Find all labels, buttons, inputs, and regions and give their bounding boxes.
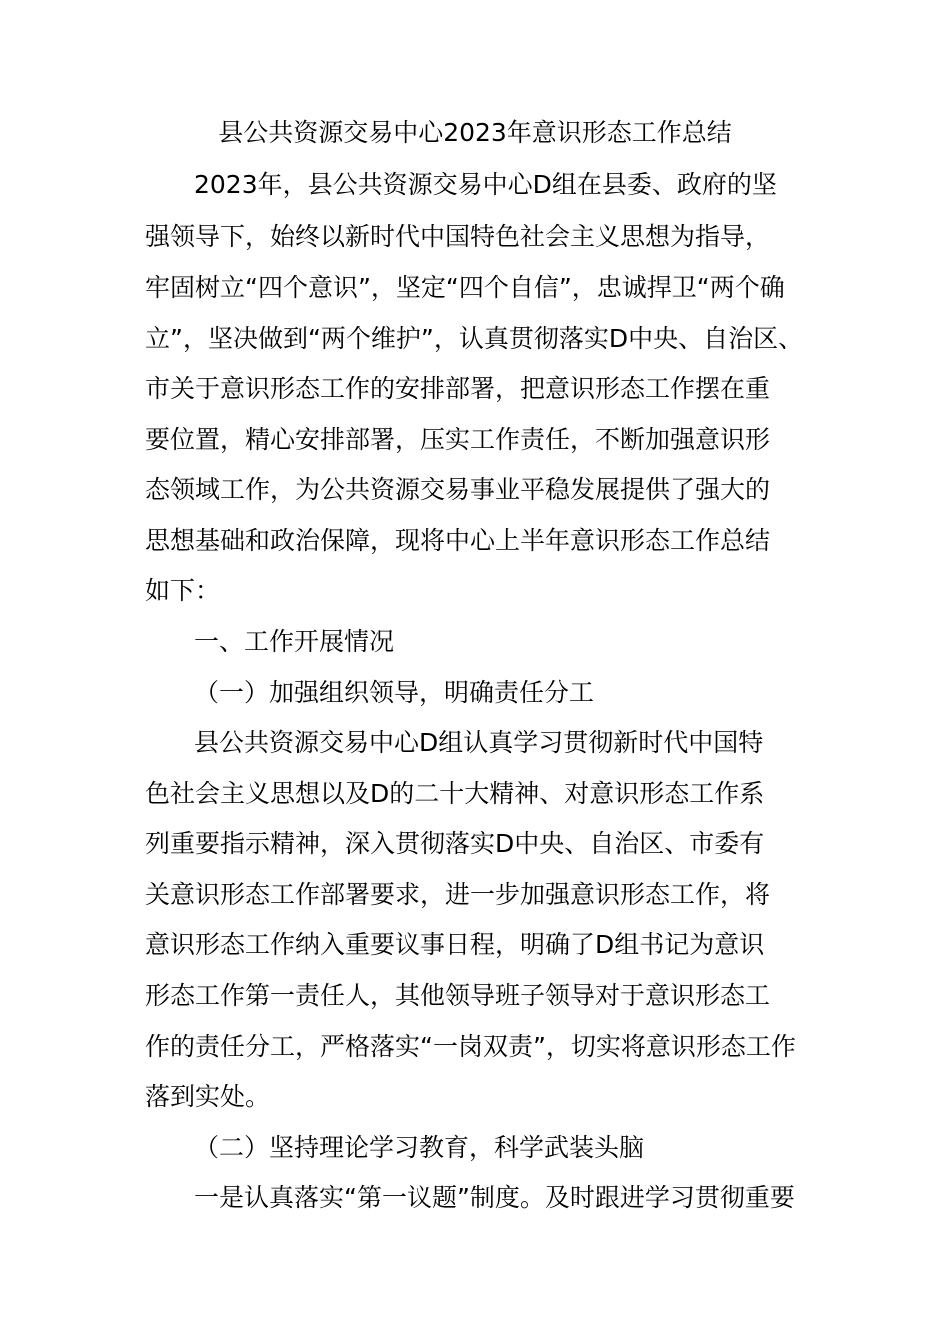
- paragraph-line: 如下：: [145, 576, 221, 605]
- paragraph-line: 形态工作第一责任人，其他领导班子领导对于意识形态工: [145, 981, 771, 1010]
- paragraph-line: 市关于意识形态工作的安排部署，把意识形态工作摆在重: [145, 374, 771, 403]
- paragraph-line: 关意识形态工作部署要求，进一步加强意识形态工作，将: [145, 880, 771, 909]
- paragraph-line: 作的责任分工，严格落实“一岗双责”，切实将意识形态工作: [145, 1032, 796, 1061]
- paragraph-line: 态领域工作，为公共资源交易事业平稳发展提供了强大的: [145, 475, 771, 504]
- subsection-heading: （二）坚持理论学习教育，科学武装头脑: [194, 1133, 645, 1162]
- paragraph-line: 思想基础和政治保障，现将中心上半年意识形态工作总结: [145, 526, 771, 555]
- paragraph-line: 要位置，精心安排部署，压实工作责任，不断加强意识形: [145, 425, 771, 454]
- paragraph-line: 强领导下，始终以新时代中国特色社会主义思想为指导，: [145, 222, 771, 251]
- document-title: 县公共资源交易中心2023年意识形态工作总结: [218, 118, 732, 147]
- paragraph-line: 立”，坚决做到“两个维护”，认真贯彻落实D中央、自治区、: [145, 324, 804, 353]
- paragraph-line: 牢固树立“四个意识”，坚定“四个自信”，忠诚捍卫“两个确: [145, 273, 785, 302]
- subsection-heading: （一）加强组织领导，明确责任分工: [194, 678, 595, 707]
- paragraph-line: 一是认真落实“第一议题”制度。及时跟进学习贯彻重要: [194, 1183, 795, 1212]
- section-heading: 一、工作开展情况: [194, 627, 395, 656]
- paragraph-line: 列重要指示精神，深入贯彻落实D中央、自治区、市委有: [145, 829, 765, 858]
- paragraph-line: 2023年，县公共资源交易中心D组在县委、政府的坚: [194, 170, 777, 199]
- paragraph-line: 色社会主义思想以及D的二十大精神、对意识形态工作系: [145, 779, 765, 808]
- paragraph-line: 落到实处。: [145, 1082, 271, 1111]
- paragraph-line: 意识形态工作纳入重要议事日程，明确了D组书记为意识: [145, 930, 765, 959]
- paragraph-line: 县公共资源交易中心D组认真学习贯彻新时代中国特: [194, 728, 764, 757]
